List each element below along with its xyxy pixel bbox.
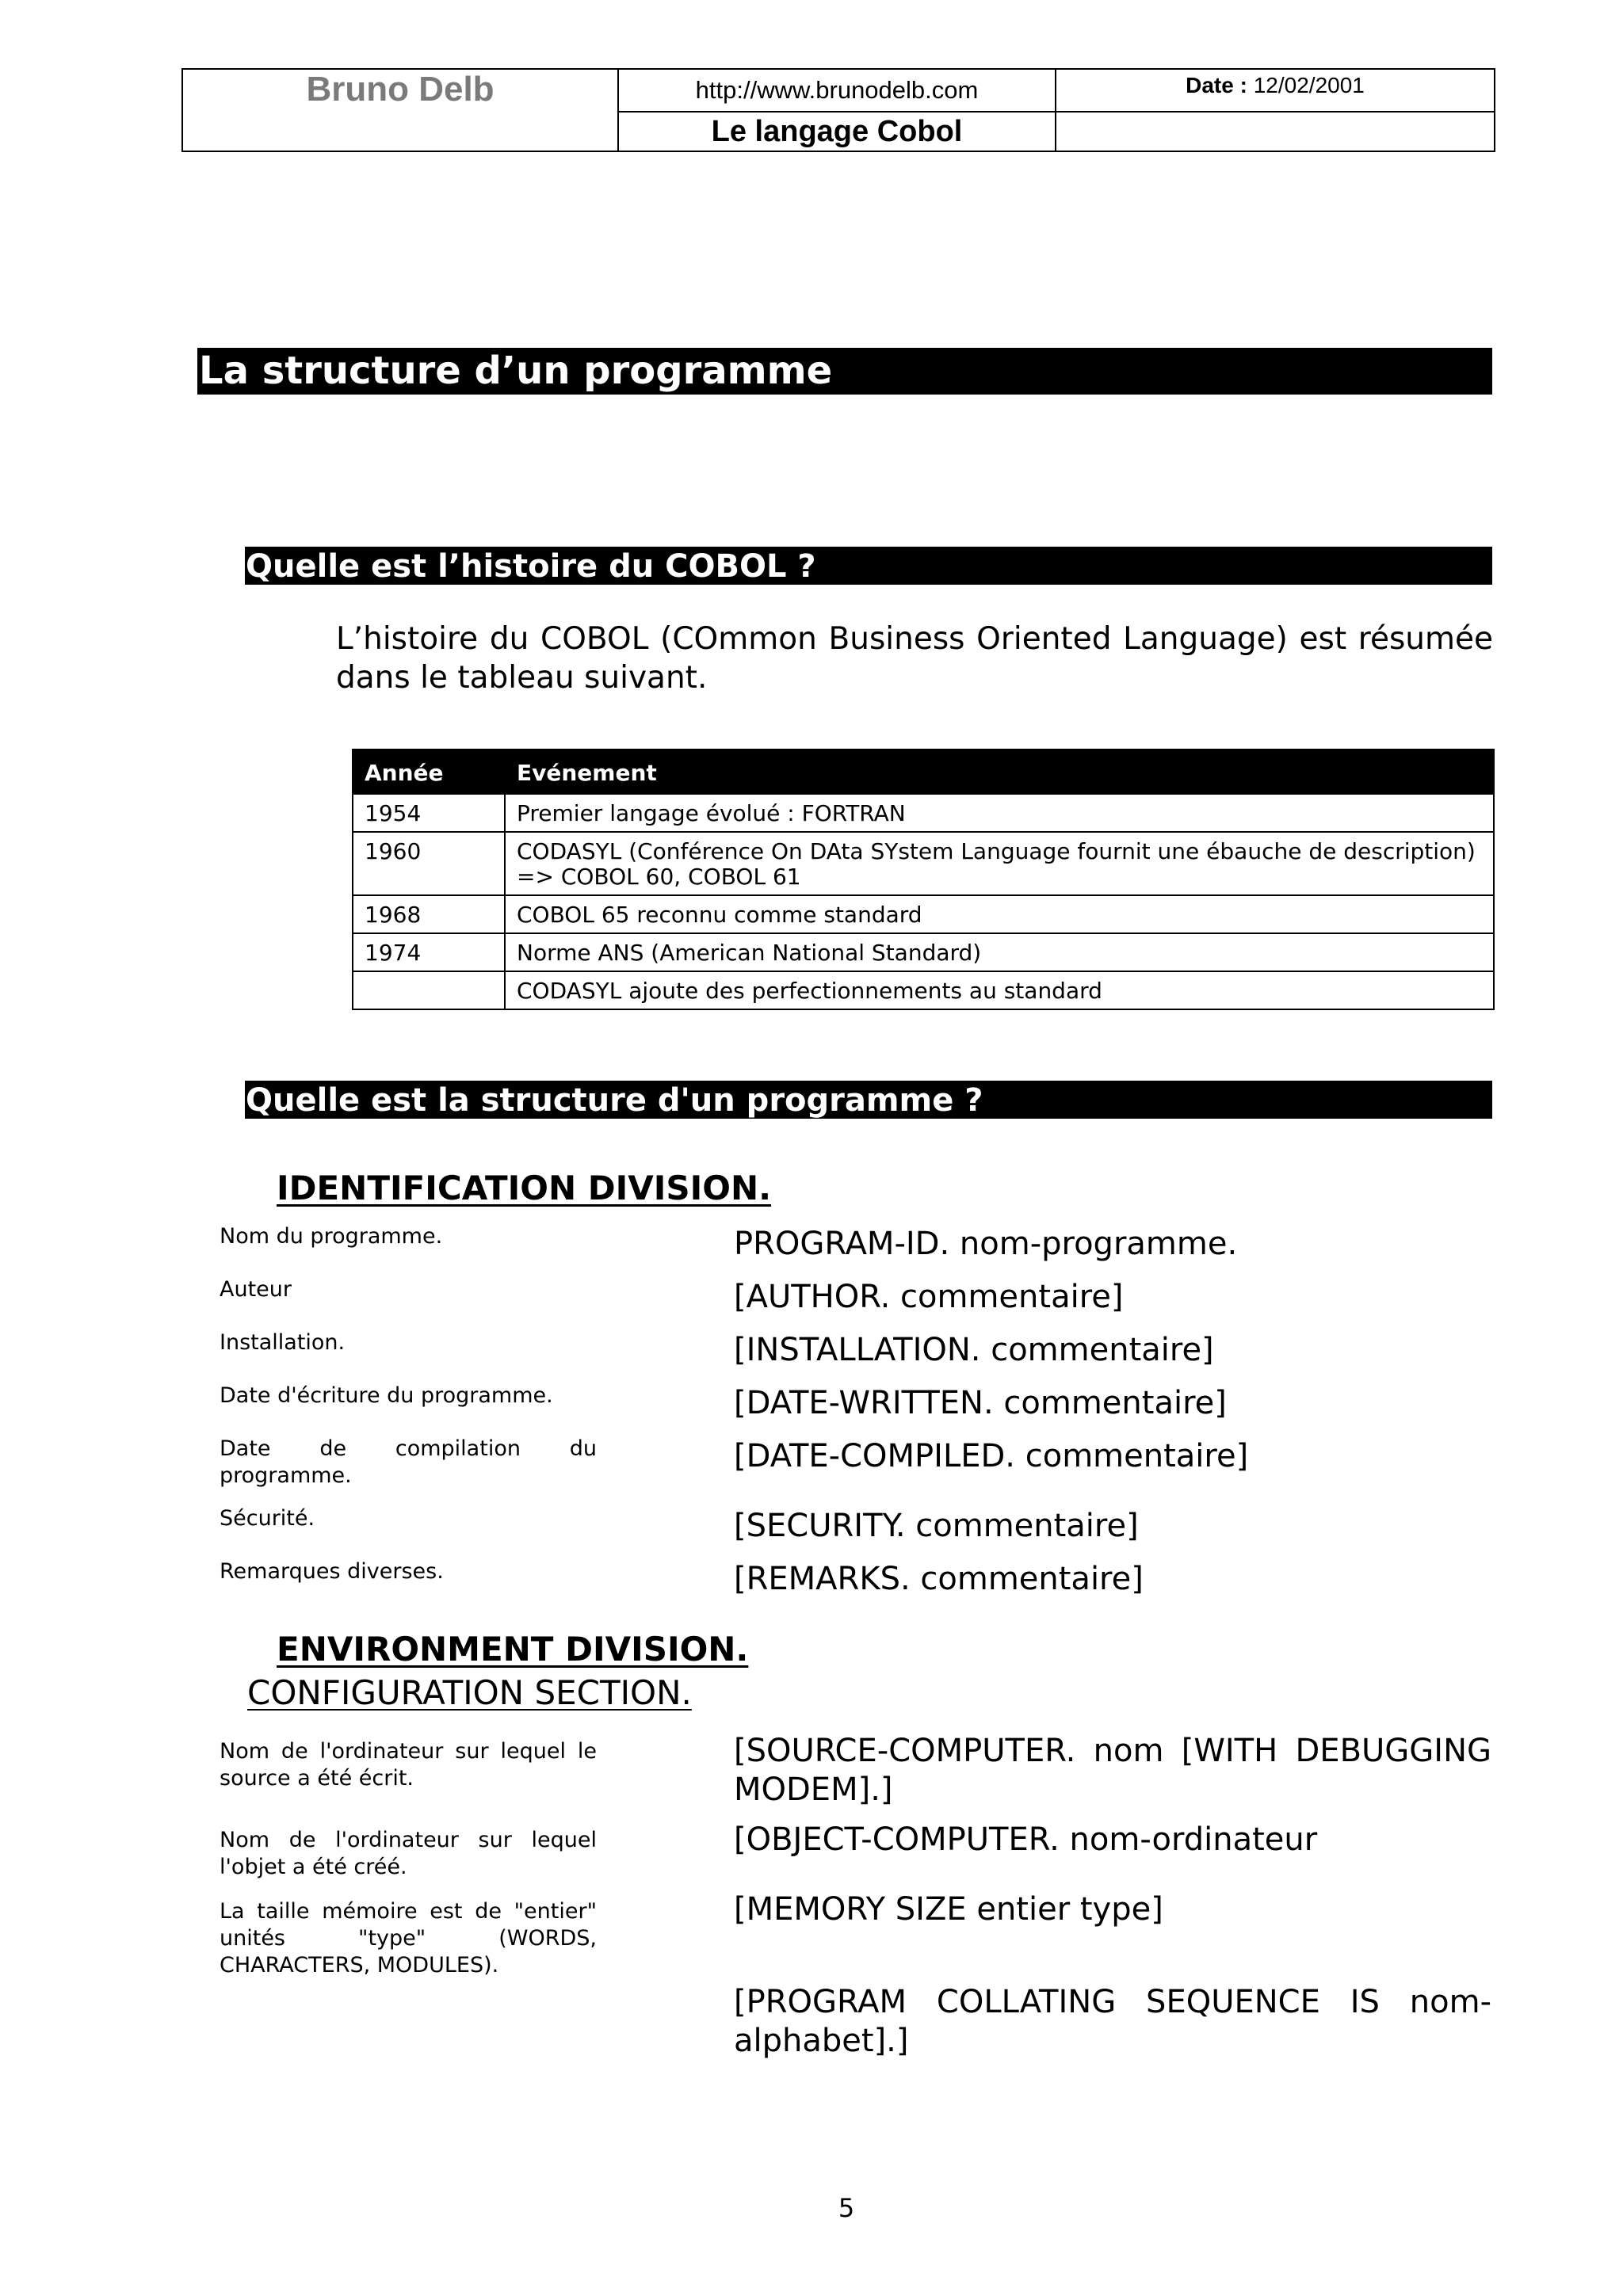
history-table-header: [353, 749, 1494, 794]
cell-event: COBOL 65 reconnu comme standard: [505, 895, 1494, 933]
identification-syntax: [DATE-COMPILED. commentaire]: [734, 1438, 1249, 1474]
section-title-structure: Quelle est la structure d'un programme ?: [245, 1081, 1492, 1119]
identification-division-heading: IDENTIFICATION DIVISION.: [277, 1169, 772, 1207]
identification-label: Installation.: [220, 1330, 346, 1355]
section-title-history: Quelle est l’histoire du COBOL ?: [245, 547, 1492, 585]
identification-label: Sécurité.: [220, 1506, 315, 1531]
environment-syntax: [MEMORY SIZE entier type]: [734, 1891, 1163, 1928]
cell-event: Norme ANS (American National Standard): [505, 933, 1494, 971]
environment-division-heading: ENVIRONMENT DIVISION.: [277, 1630, 749, 1669]
identification-syntax: [REMARKS. commentaire]: [734, 1561, 1144, 1597]
identification-label: Nom du programme.: [220, 1224, 443, 1249]
identification-label: Date de compilation du programme.: [220, 1436, 597, 1488]
page-number: 5: [838, 2193, 855, 2223]
environment-syntax: [PROGRAM COLLATING SEQUENCE IS nom-alphabet].]: [734, 1984, 1491, 2059]
page-header: [181, 68, 1495, 152]
header-empty-cell: [1056, 112, 1495, 151]
cell-year: 1960: [353, 832, 505, 895]
identification-syntax: PROGRAM-ID. nom-programme.: [734, 1226, 1238, 1262]
table-row: [353, 794, 1494, 832]
date-label: Date :: [1186, 73, 1247, 97]
identification-syntax: [AUTHOR. commentaire]: [734, 1279, 1124, 1315]
cell-year: 1954: [353, 794, 505, 832]
table-row: [353, 933, 1494, 971]
header-date: [1056, 69, 1495, 112]
header-url: http://www.brunodelb.com: [618, 69, 1056, 112]
cell-year: 1968: [353, 895, 505, 933]
date-value: 12/02/2001: [1253, 73, 1365, 97]
configuration-section-heading: CONFIGURATION SECTION.: [247, 1673, 692, 1712]
identification-syntax: [INSTALLATION. commentaire]: [734, 1332, 1214, 1368]
environment-label: Nom de l'ordinateur sur lequel le source a été écrit.: [220, 1739, 597, 1791]
cell-event: Premier langage évolué : FORTRAN: [505, 794, 1494, 832]
environment-syntax: [OBJECT-COMPUTER. nom-ordinateur: [734, 1821, 1318, 1858]
history-intro: L’histoire du COBOL (COmmon Business Oriented Language) est résumée dans le tableau suivant.: [336, 621, 1493, 696]
column-header-event: Evénement: [505, 749, 1494, 794]
cell-event: CODASYL (Conférence On DAta SYstem Language fournit une ébauche de description) => COBOL 60, COBOL 61: [505, 832, 1494, 895]
table-row: [353, 832, 1494, 895]
identification-label: Date d'écriture du programme.: [220, 1383, 553, 1408]
identification-label: Auteur: [220, 1277, 292, 1302]
environment-label: La taille mémoire est de "entier" unités "type" (WORDS, CHARACTERS, MODULES).: [220, 1899, 597, 1978]
table-row: [353, 971, 1494, 1009]
cell-event: CODASYL ajoute des perfectionnements au standard: [505, 971, 1494, 1009]
identification-syntax: [SECURITY. commentaire]: [734, 1508, 1139, 1544]
chapter-title: La structure d’un programme: [197, 348, 1492, 395]
cell-year: 1974: [353, 933, 505, 971]
column-header-year: Année: [353, 749, 505, 794]
header-doc-title: Le langage Cobol: [618, 112, 1056, 151]
history-table: [352, 749, 1495, 1010]
table-row: [353, 895, 1494, 933]
environment-label: Nom de l'ordinateur sur lequel l'objet a été créé.: [220, 1828, 597, 1879]
identification-syntax: [DATE-WRITTEN. commentaire]: [734, 1385, 1227, 1421]
identification-label: Remarques diverses.: [220, 1559, 444, 1584]
cell-year: [353, 971, 505, 1009]
header-author: Bruno Delb: [182, 69, 618, 151]
environment-syntax: [SOURCE-COMPUTER. nom [WITH DEBUGGING MODEM].]: [734, 1733, 1491, 1808]
